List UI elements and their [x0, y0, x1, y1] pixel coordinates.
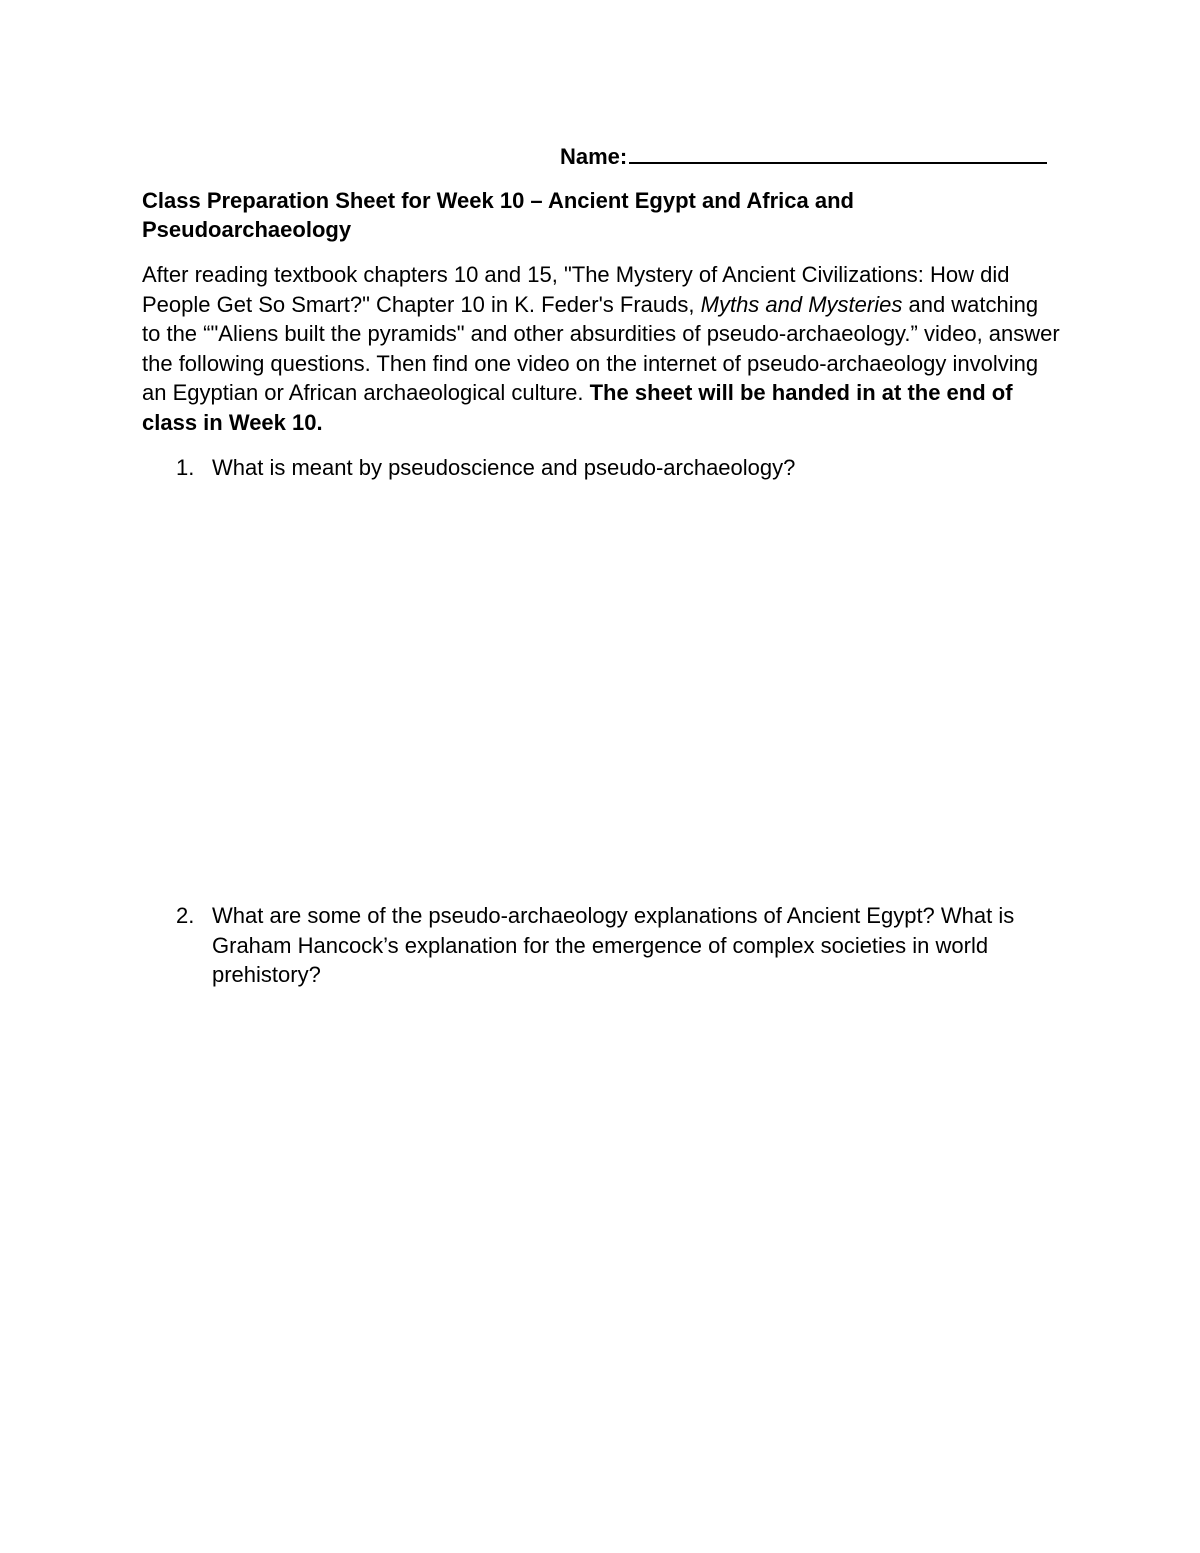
instructions-text-part2: and watching to the “"Aliens built the pyramids" and other absurdities of pseudo-archaeology.” video, answer the following questions. Then find one video on the internet of pseudo-archaeology involving an Egyptian or African archaeological culture. — [142, 291, 1060, 405]
name-label: Name: — [560, 144, 628, 169]
question-number: 2. — [176, 903, 195, 928]
question-text: What are some of the pseudo-archaeology explanations of Ancient Egypt? What is Graham Hancock’s explanation for the emergence of complex societies in world prehistory? — [212, 903, 1015, 987]
page-title-line2: Pseudoarchaeology — [142, 217, 352, 242]
page-title — [142, 186, 942, 244]
instructions-deadline: The sheet will be handed in at the end of class in Week 10. — [142, 380, 1013, 435]
page-title-line1: Class Preparation Sheet for Week 10 – Ancient Egypt and Africa and — [142, 188, 854, 213]
instructions-italic-title: Myths and Mysteries — [700, 291, 903, 317]
question-item-1 — [142, 453, 1062, 483]
name-field-row — [560, 140, 1047, 170]
question-text: What is meant by pseudoscience and pseudo-archaeology? — [212, 455, 796, 480]
name-blank-line[interactable] — [629, 140, 1047, 164]
instructions-paragraph — [142, 260, 1062, 437]
question-number: 1. — [176, 455, 195, 480]
instructions-text-part1: After reading textbook chapters 10 and 15, "The Mystery of Ancient Civilizations: How did People Get So Smart?" Chapter 10 in K. Feder's Frauds, — [142, 262, 1010, 317]
question-item-2 — [142, 901, 1062, 990]
